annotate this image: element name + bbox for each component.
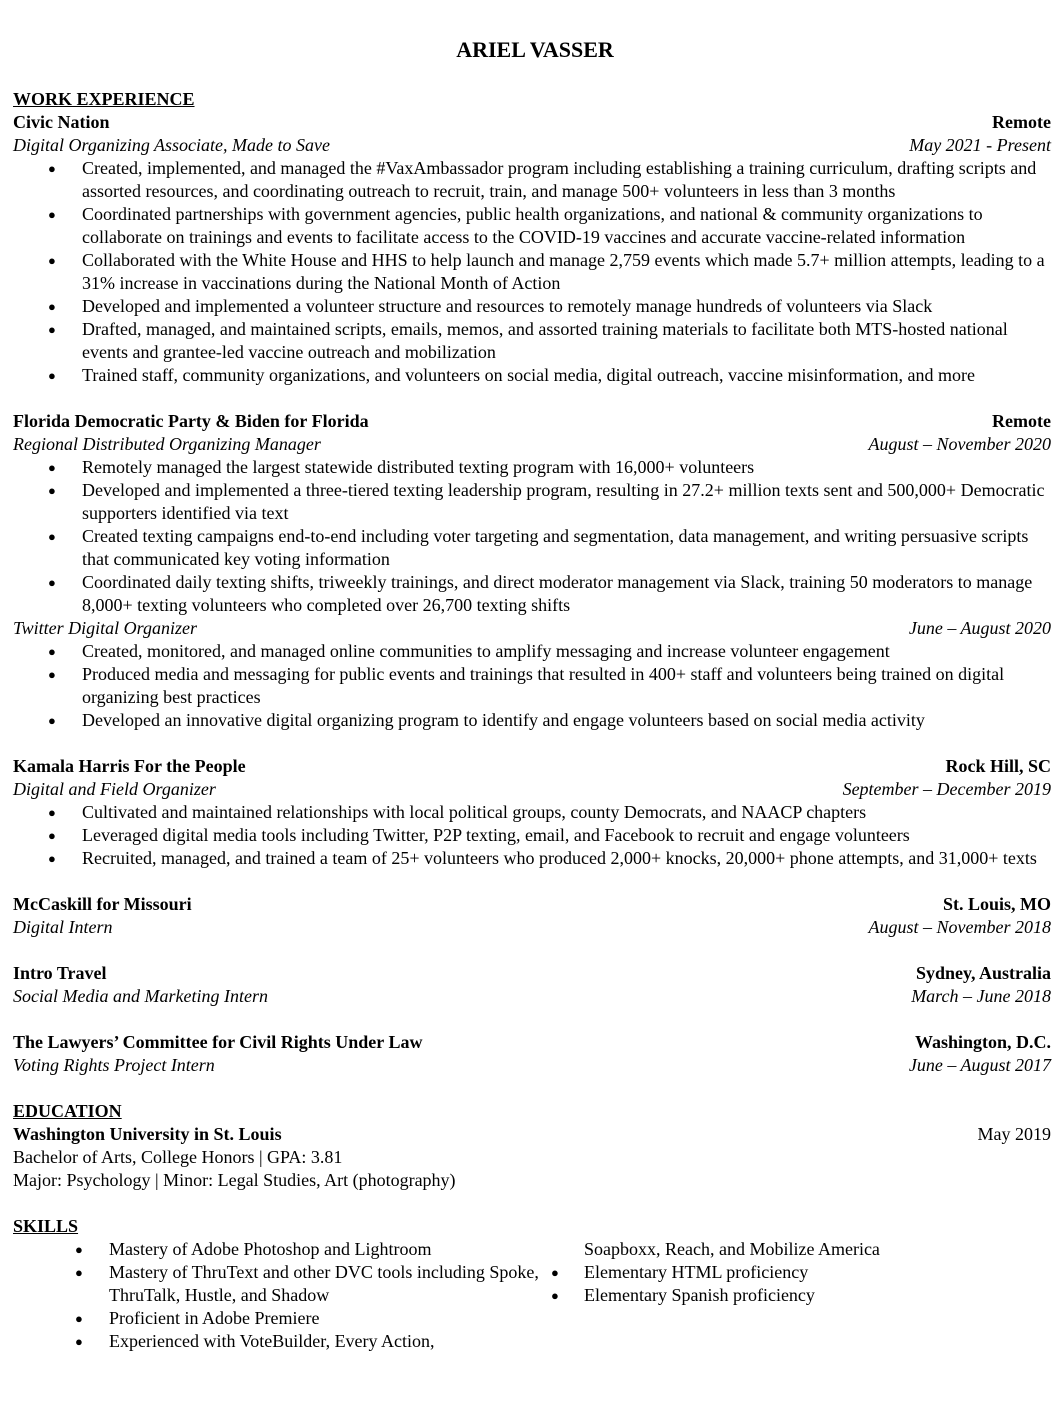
job-header: [13, 962, 1051, 985]
skills-column-1: [13, 1238, 549, 1353]
role-title: Voting Rights Project Intern: [13, 1055, 215, 1075]
employer-name: Intro Travel: [13, 963, 107, 983]
bullet-item: ● Cultivated and maintained relationships with local political groups, county Democrats, and NAACP chapters: [13, 801, 1051, 824]
skills-continuation: Soapboxx, Reach, and Mobilize America: [584, 1239, 880, 1259]
skill-item: ● Mastery of Adobe Photoshop and Lightroom: [13, 1238, 549, 1261]
job-location: Washington, D.C.: [914, 1032, 1051, 1052]
role-header: [13, 985, 1051, 1008]
employer-name: Kamala Harris For the People: [13, 756, 246, 776]
role-bullets: [13, 640, 1051, 732]
bullet-item: ● Leveraged digital media tools including Twitter, P2P texting, email, and Facebook to recruit and engage volunteers: [13, 824, 1051, 847]
skills-section: [13, 1215, 1051, 1353]
bullet-item: ● Coordinated partnerships with government agencies, public health organizations, and national & community organizations to collaborate on trainings and events to facilitate access to the COVID-19 vaccines and accurate vaccine-related information: [13, 203, 1051, 249]
skill-item: ● Experienced with VoteBuilder, Every Action,: [13, 1330, 549, 1353]
role-title: Digital and Field Organizer: [13, 779, 216, 799]
role-title: Twitter Digital Organizer: [13, 618, 198, 638]
role-dates: May 2021 - Present: [909, 135, 1051, 155]
bullet-item: ● Developed and implemented a volunteer structure and resources to remotely manage hundreds of volunteers via Slack: [13, 295, 1051, 318]
bullet-item: ● Recruited, managed, and trained a team of 25+ volunteers who produced 2,000+ knocks, 20,000+ phone attempts, and 31,000+ texts: [13, 847, 1051, 870]
school-name: Washington University in St. Louis: [13, 1124, 282, 1144]
job-header: [13, 893, 1051, 916]
role-bullets: [13, 157, 1051, 387]
section-title-work: WORK EXPERIENCE: [13, 89, 195, 109]
bullet-item: ● Remotely managed the largest statewide distributed texting program with 16,000+ volunteers: [13, 456, 1051, 479]
degree-line: Bachelor of Arts, College Honors | GPA: 3.81: [13, 1147, 343, 1167]
employer-name: Florida Democratic Party & Biden for Florida: [13, 411, 369, 431]
jobs-list: [13, 111, 1051, 1077]
job-header: [13, 755, 1051, 778]
role-header: [13, 916, 1051, 939]
skill-item: ● Proficient in Adobe Premiere: [13, 1307, 549, 1330]
role-dates: June – August 2017: [908, 1055, 1051, 1075]
resume-name: ARIEL VASSER: [456, 37, 614, 62]
major-line: Major: Psychology | Minor: Legal Studies, Art (photography): [13, 1170, 456, 1190]
skills-column-2: [549, 1238, 1049, 1353]
role-header: [13, 1054, 1051, 1077]
employer-name: The Lawyers’ Committee for Civil Rights Under Law: [13, 1032, 423, 1052]
role-header: [13, 778, 1051, 801]
job-header: [13, 1031, 1051, 1054]
job-entry: [13, 1031, 1051, 1077]
bullet-item: ● Developed and implemented a three-tiered texting leadership program, resulting in 27.2+ million texts sent and 500,000+ Democratic supporters identified via text: [13, 479, 1051, 525]
job-entry: [13, 893, 1051, 939]
job-header: [13, 111, 1051, 134]
bullet-item: ● Collaborated with the White House and HHS to help launch and manage 2,759 events which made 5.7+ million attempts, leading to a 31% increase in vaccinations during the National Month of Action: [13, 249, 1051, 295]
role-header: [13, 433, 1051, 456]
skill-item: ● Mastery of ThruText and other DVC tools including Spoke, ThruTalk, Hustle, and Shadow: [13, 1261, 549, 1307]
role-header: [13, 617, 1051, 640]
role-dates: June – August 2020: [908, 618, 1051, 638]
role-dates: August – November 2018: [868, 917, 1051, 937]
section-title-education: EDUCATION: [13, 1101, 122, 1121]
bullet-item: ● Produced media and messaging for public events and trainings that resulted in 400+ staff and volunteers being trained on digital organizing best practices: [13, 663, 1051, 709]
job-location: Remote: [992, 112, 1051, 132]
role-title: Regional Distributed Organizing Manager: [13, 434, 321, 454]
job-entry: [13, 755, 1051, 870]
education-section: [13, 1100, 1051, 1192]
bullet-item: ● Drafted, managed, and maintained scripts, emails, memos, and assorted training materials to facilitate both MTS-hosted national events and grantee-led vaccine outreach and mobilization: [13, 318, 1051, 364]
job-location: Rock Hill, SC: [945, 756, 1051, 776]
resume-page: [13, 0, 1051, 1353]
employer-name: McCaskill for Missouri: [13, 894, 192, 914]
bullet-item: ● Created, implemented, and managed the #VaxAmbassador program including establishing a training curriculum, drafting scripts and assorted resources, and coordinating outreach to recruit, train, and manage 500+ volunteers in less than 3 months: [13, 157, 1051, 203]
section-title-skills: SKILLS: [13, 1216, 79, 1236]
job-location: Remote: [992, 411, 1051, 431]
job-entry: [13, 111, 1051, 387]
bullet-item: ● Coordinated daily texting shifts, triweekly trainings, and direct moderator management via Slack, training 50 moderators to manage 8,000+ texting volunteers who completed over 26,700 texting shifts: [13, 571, 1051, 617]
employer-name: Civic Nation: [13, 112, 110, 132]
role-dates: September – December 2019: [842, 779, 1051, 799]
job-location: St. Louis, MO: [942, 894, 1051, 914]
skills-columns: [13, 1238, 1051, 1353]
job-header: [13, 410, 1051, 433]
job-location: Sydney, Australia: [915, 963, 1051, 983]
role-bullets: [13, 801, 1051, 870]
education-header: [13, 1123, 1051, 1146]
role-title: Social Media and Marketing Intern: [13, 986, 268, 1006]
work-experience-section: [13, 88, 1051, 1077]
bullet-item: ● Developed an innovative digital organizing program to identify and engage volunteers based on social media activity: [13, 709, 1051, 732]
role-dates: August – November 2020: [868, 434, 1051, 454]
job-entry: [13, 962, 1051, 1008]
role-bullets: [13, 456, 1051, 617]
bullet-item: ● Trained staff, community organizations, and volunteers on social media, digital outreach, vaccine misinformation, and more: [13, 364, 1051, 387]
bullet-item: ● Created texting campaigns end-to-end including voter targeting and segmentation, data management, and writing persuasive scripts that communicated key voting information: [13, 525, 1051, 571]
job-entry: [13, 410, 1051, 732]
role-dates: March – June 2018: [911, 986, 1051, 1006]
role-title: Digital Intern: [13, 917, 113, 937]
skill-item: ● Elementary HTML proficiency: [549, 1261, 1049, 1284]
bullet-item: ● Created, monitored, and managed online communities to amplify messaging and increase volunteer engagement: [13, 640, 1051, 663]
skill-item: ● Elementary Spanish proficiency: [549, 1284, 1049, 1307]
role-title: Digital Organizing Associate, Made to Save: [13, 135, 330, 155]
graduation-date: May 2019: [977, 1124, 1051, 1144]
role-header: [13, 134, 1051, 157]
